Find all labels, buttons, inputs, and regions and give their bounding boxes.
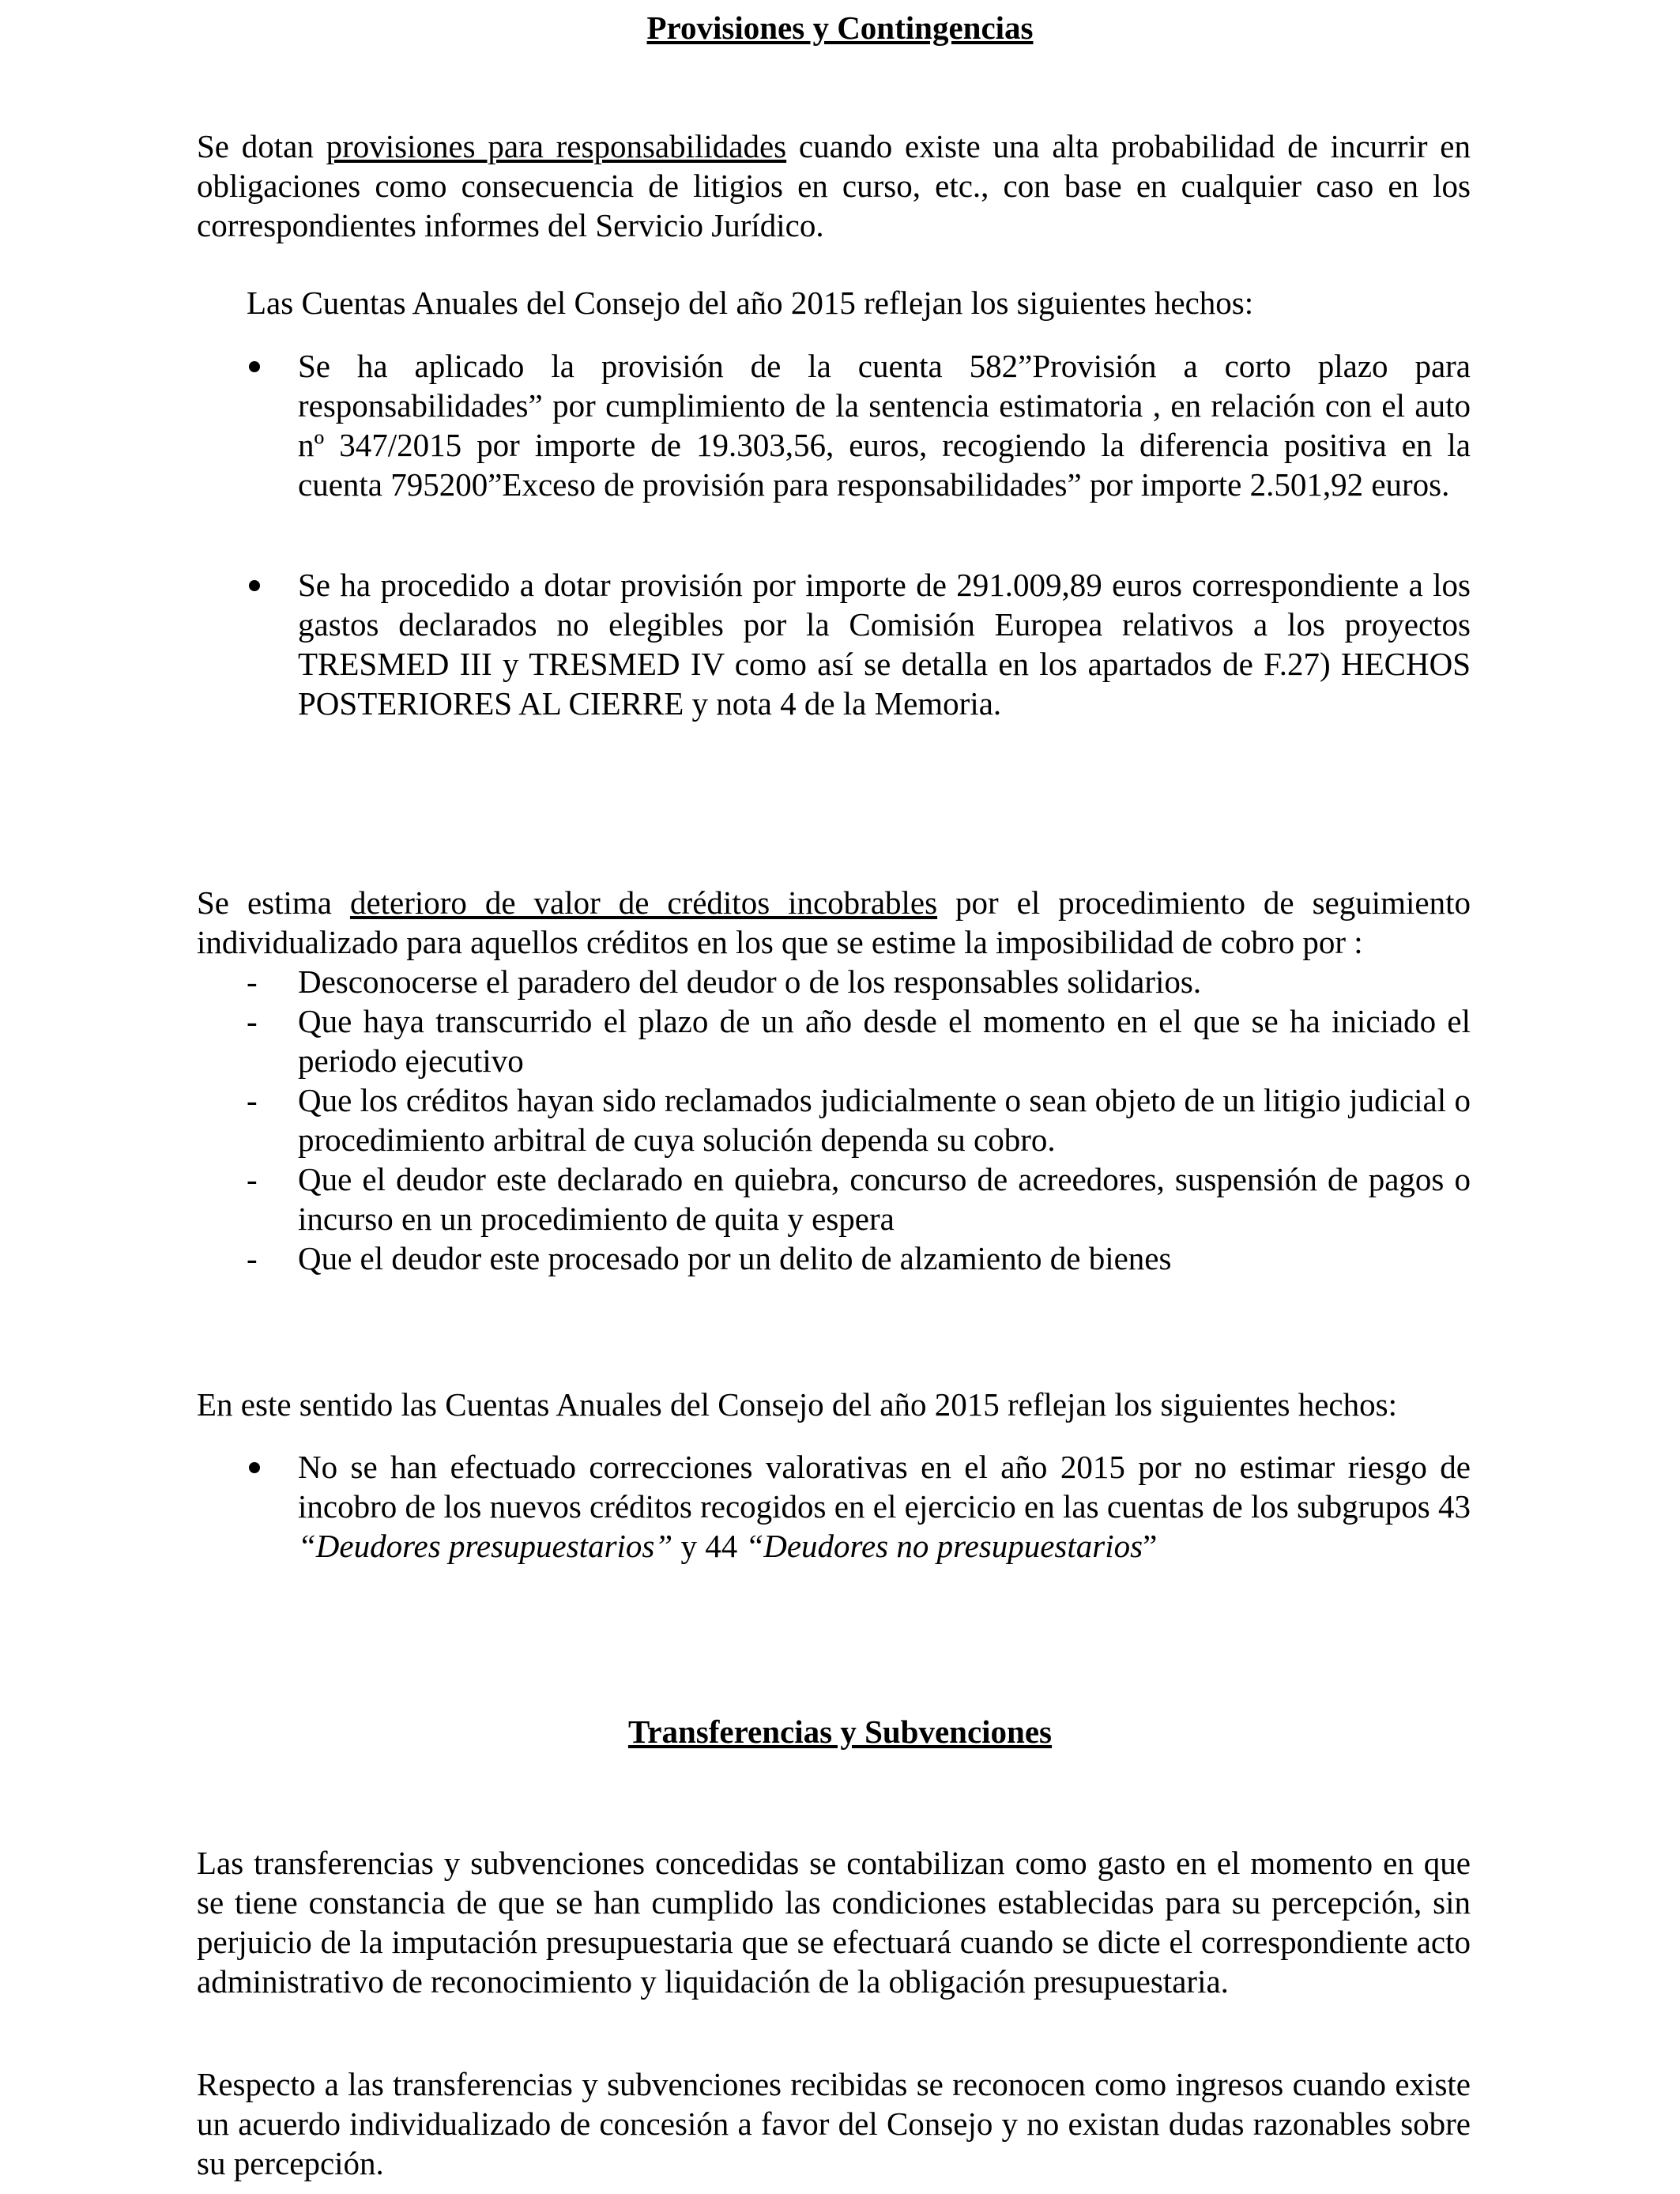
paragraph-transferencias-recibidas: Respecto a las transferencias y subvenciones recibidas se reconocen como ingresos cuando existe un acuerdo individualizado de concesión a favor del Consejo y no existan dudas razonables sobre su percepción.	[197, 2066, 1471, 2181]
paragraph-text-pre: Se dotan	[197, 128, 326, 164]
intro-sentido: En este sentido las Cuentas Anuales del Consejo del año 2015 reflejan los siguientes hechos:	[197, 1386, 1397, 1423]
dash-item: Desconocerse el paradero del deudor o de los responsables solidarios.	[298, 963, 1202, 1000]
paragraph-text-post: cuando existe una alta probabilidad de incurrir en obligaciones como consecuencia de litigios en curso, etc., con base en cualquier caso en los correspondientes informes del Servicio Jurídico.	[197, 128, 1471, 243]
dash-marker: -	[247, 1161, 258, 1197]
italic-deudores-no-presupuestarios: “Deudores no presupuestarios	[745, 1528, 1143, 1564]
intro-cuentas-anuales: Las Cuentas Anuales del Consejo del año 2015 reflejan los siguientes hechos:	[247, 285, 1254, 321]
paragraph-deterioro	[197, 883, 1471, 962]
paragraph-text-pre: Se estima	[197, 884, 350, 921]
dash-marker: -	[247, 1003, 258, 1039]
dash-item: Que el deudor este declarado en quiebra, concurso de acreedores, suspensión de pagos o incurso en un procedimiento de quita y espera	[298, 1161, 1471, 1237]
paragraph-provisiones	[197, 126, 1471, 245]
bullet-text-post: ”	[1143, 1528, 1158, 1564]
underlined-term-deterioro: deterioro de valor de créditos incobrables	[349, 884, 938, 921]
bullet-icon	[247, 359, 262, 375]
bullet-item-correcciones	[298, 1447, 1471, 1566]
bullet-text-mid: y 44	[672, 1528, 746, 1564]
bullet-item: Se ha procedido a dotar provisión por importe de 291.009,89 euros correspondiente a los gastos declarados no elegibles por la Comisión Europea relativos a los proyectos TRESMED III y TRESMED IV como así se detalla en los apartados de F.27) HECHOS POSTERIORES AL CIERRE y nota 4 de la Memoria.	[298, 567, 1471, 722]
paragraph-transferencias-concedidas: Las transferencias y subvenciones concedidas se contabilizan como gasto en el momento en que se tiene constancia de que se han cumplido las condiciones establecidas para su percepción, sin perjuicio de la imputación presupuestaria que se efectuará cuando se dicte el correspondiente acto administrativo de reconocimiento y liquidación de la obligación presupuestaria.	[197, 1845, 1471, 2000]
dash-item: Que haya transcurrido el plazo de un año desde el momento en el que se ha iniciado el periodo ejecutivo	[298, 1003, 1471, 1079]
dash-marker: -	[247, 1240, 258, 1276]
dash-marker: -	[247, 963, 258, 1000]
section-title-provisiones: Provisiones y Contingencias	[646, 9, 1034, 46]
bullet-item: Se ha aplicado la provisión de la cuenta 582”Provisión a corto plazo para responsabilidades” por cumplimiento de la sentencia estimatoria , en relación con el auto nº 347/2015 por importe de 19.303,56, euros, recogiendo la diferencia positiva en la cuenta 795200”Exceso de provisión para responsabilidades” por importe 2.501,92 euros.	[298, 348, 1471, 503]
bullet-icon	[247, 578, 262, 594]
bullet-icon	[247, 1460, 262, 1476]
paragraph-text-post: por el procedimiento de seguimiento individualizado para aquellos créditos en los que se estime la imposibilidad de cobro por :	[197, 884, 1471, 960]
dash-item: Que los créditos hayan sido reclamados judicialmente o sean objeto de un litigio judicial o procedimiento arbitral de cuya solución dependa su cobro.	[298, 1082, 1471, 1158]
underlined-term-provisiones: provisiones para responsabilidades	[326, 128, 787, 164]
section-title-transferencias: Transferencias y Subvenciones	[627, 1713, 1053, 1750]
italic-deudores-presupuestarios: “Deudores presupuestarios”	[298, 1528, 673, 1564]
dash-item: Que el deudor este procesado por un delito de alzamiento de bienes	[298, 1240, 1172, 1276]
bullet-text-pre: No se han efectuado correcciones valorativas en el año 2015 por no estimar riesgo de incobro de los nuevos créditos recogidos en el ejercicio en las cuentas de los subgrupos 43	[298, 1449, 1471, 1525]
dash-marker: -	[247, 1082, 258, 1118]
